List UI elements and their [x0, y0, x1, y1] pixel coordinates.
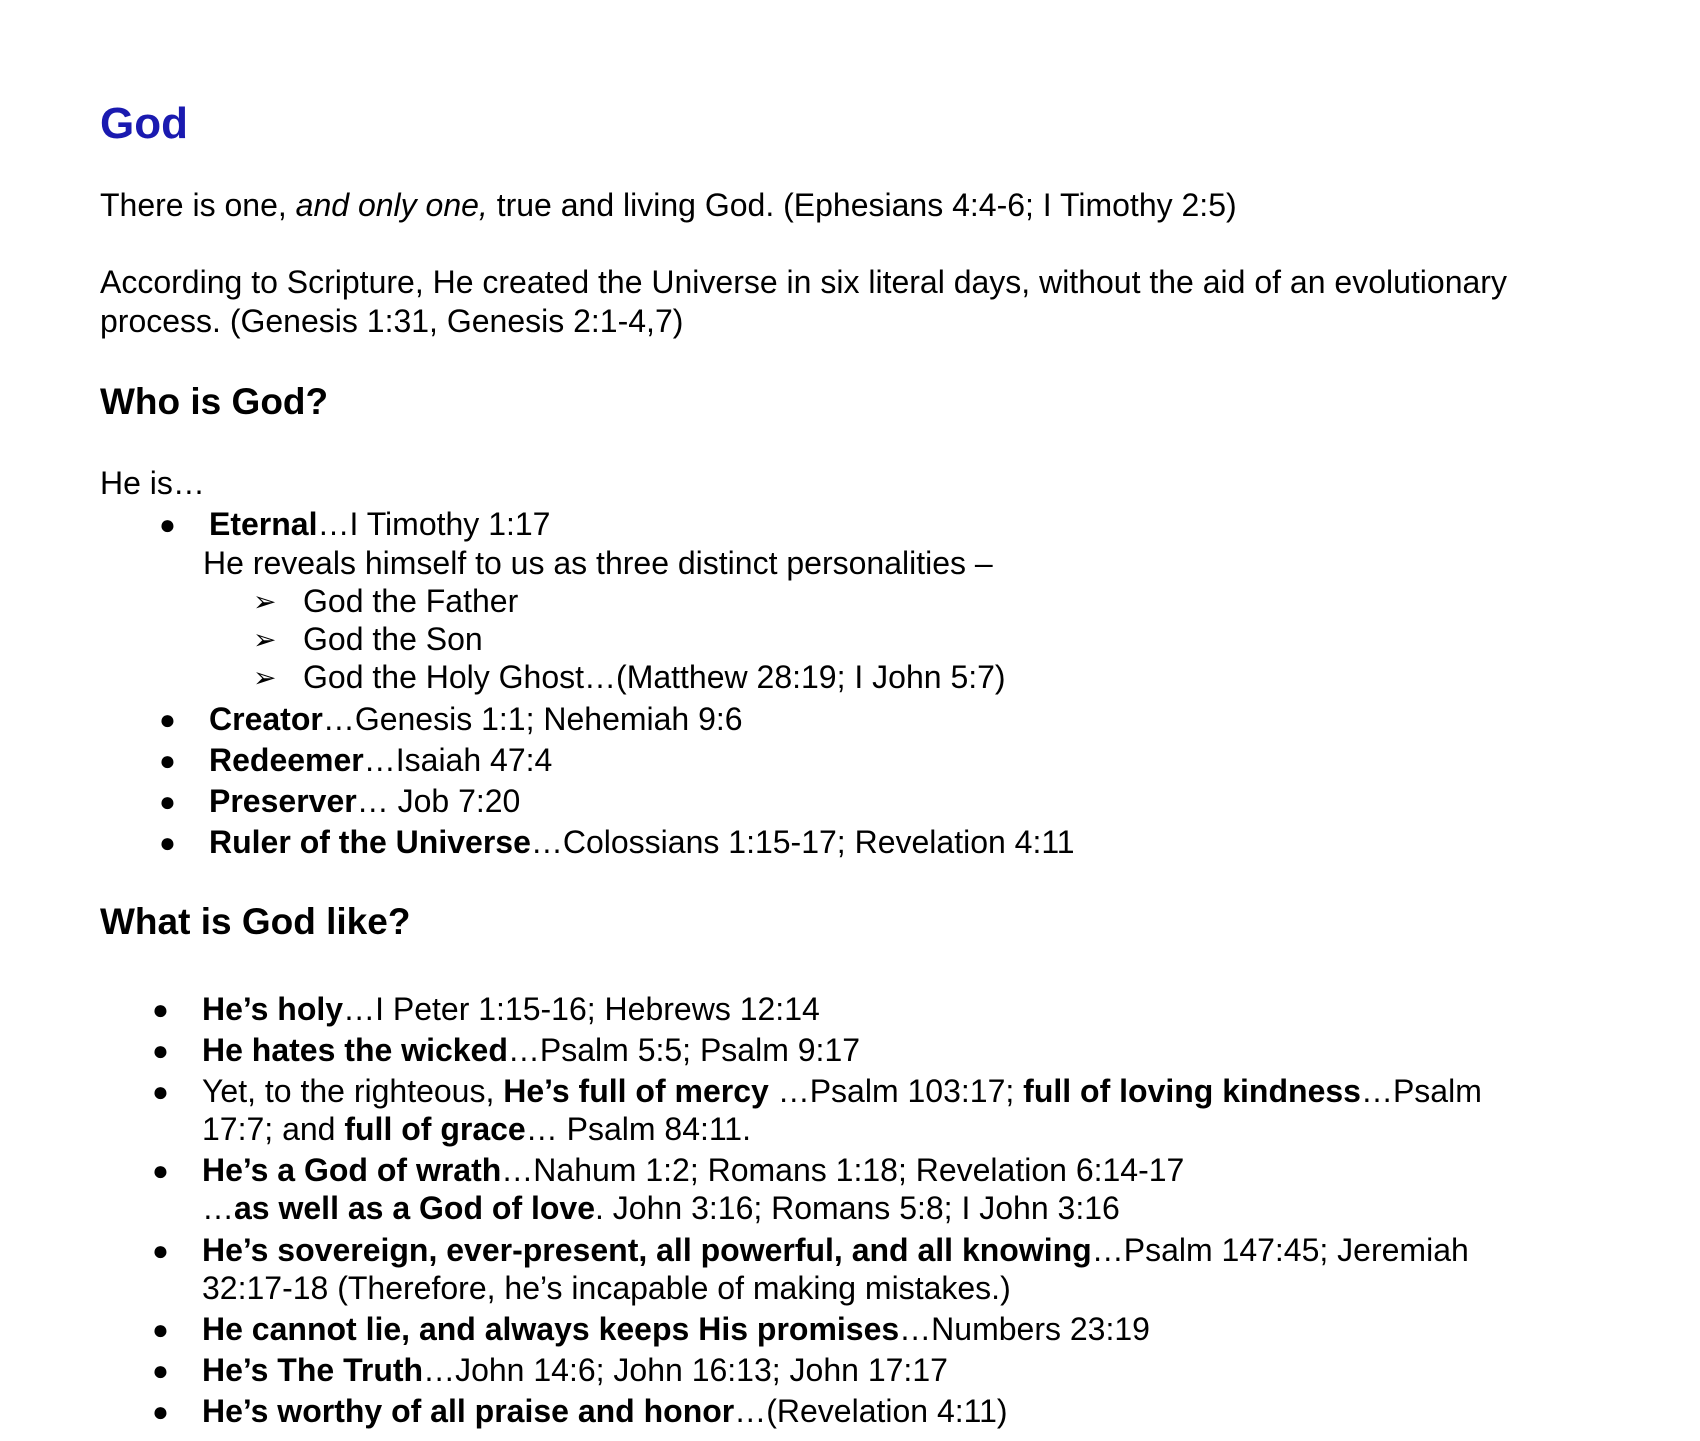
- text-span: Yet, to the righteous,: [202, 1073, 504, 1109]
- list-item-worthy: [152, 1392, 1008, 1431]
- bold-term: He cannot lie, and always keeps His promises: [202, 1311, 900, 1347]
- list-item-mercy: [152, 1072, 1482, 1111]
- list-item-truth: [152, 1351, 948, 1390]
- bold-term: full of loving kindness: [1023, 1073, 1361, 1109]
- sub-item-text: God the Son: [303, 621, 483, 657]
- bullet-icon: ●: [159, 745, 176, 776]
- reference-text: …Psalm: [1360, 1073, 1482, 1109]
- bullet-icon: ●: [152, 994, 169, 1025]
- section-heading-like: What is God like?: [100, 901, 411, 942]
- list-item-ruler: [159, 823, 1075, 862]
- bold-term: Ruler of the Universe: [209, 824, 531, 860]
- list-item-creator: [159, 700, 743, 739]
- bold-term: He’s sovereign, ever-present, all powerful, and all knowing: [202, 1232, 1092, 1268]
- bullet-icon: ●: [152, 1076, 169, 1107]
- list-item-cannot-lie: [152, 1310, 1150, 1349]
- text-line: process. (Genesis 1:31, Genesis 2:1-4,7): [100, 303, 684, 339]
- list-item-holy: [152, 990, 820, 1029]
- reference-text: . John 3:16; Romans 5:8; I John 3:16: [595, 1190, 1120, 1226]
- list-item-sovereign: [152, 1231, 1469, 1270]
- reference-text: …Nahum 1:2; Romans 1:18; Revelation 6:14-17: [501, 1152, 1185, 1188]
- text-span: …: [202, 1190, 234, 1226]
- sub-item-son: [253, 620, 483, 659]
- list-item-preserver: [159, 782, 521, 821]
- list-item-sovereign-continued: 32:17-18 (Therefore, he’s incapable of making mistakes.): [202, 1270, 1011, 1306]
- bold-term: He’s full of mercy: [503, 1073, 769, 1109]
- list-item-eternal: [159, 505, 551, 544]
- bold-term: He hates the wicked: [202, 1032, 508, 1068]
- reference-text: … Psalm 84:11.: [525, 1111, 751, 1147]
- bold-term: He’s a God of wrath: [202, 1152, 502, 1188]
- list-item-hates-wicked: [152, 1031, 861, 1070]
- arrow-bullet-icon: ➢: [253, 586, 277, 617]
- reference-text: …I Timothy 1:17: [317, 506, 551, 542]
- bold-term: He’s worthy of all praise and honor: [202, 1393, 735, 1429]
- list-item-wrath: [152, 1151, 1185, 1190]
- bullet-icon: ●: [152, 1314, 169, 1345]
- emphasis-text: and only one,: [295, 187, 488, 223]
- page-title: God: [100, 99, 188, 148]
- list-item-love-continued: [202, 1189, 1120, 1228]
- who-lead-text: He is…: [100, 465, 205, 501]
- sub-item-text: God the Father: [303, 583, 519, 619]
- list-item-redeemer: [159, 741, 553, 780]
- bold-term: Eternal: [209, 506, 318, 542]
- bold-term: Preserver: [209, 783, 357, 819]
- bold-term: Creator: [209, 701, 323, 737]
- reference-text: …Colossians 1:15-17; Revelation 4:11: [530, 824, 1075, 860]
- bullet-icon: ●: [159, 786, 176, 817]
- bullet-icon: ●: [152, 1155, 169, 1186]
- bold-term: full of grace: [344, 1111, 526, 1147]
- bullet-icon: ●: [152, 1355, 169, 1386]
- sub-item-text: God the Holy Ghost…(Matthew 28:19; I John 5:7): [303, 659, 1006, 695]
- reference-text: …John 14:6; John 16:13; John 17:17: [423, 1352, 948, 1388]
- sub-item-holy-ghost: [253, 658, 1006, 697]
- intro-paragraph-1: [100, 186, 1610, 225]
- reveals-text: He reveals himself to us as three distinct personalities –: [203, 545, 993, 581]
- reference-text: …Psalm 147:45; Jeremiah: [1091, 1232, 1469, 1268]
- reference-text: …(Revelation 4:11): [734, 1393, 1008, 1429]
- bullet-icon: ●: [152, 1035, 169, 1066]
- arrow-bullet-icon: ➢: [253, 662, 277, 693]
- bold-term: He’s holy: [202, 991, 344, 1027]
- bold-term: He’s The Truth: [202, 1352, 424, 1388]
- bullet-icon: ●: [159, 704, 176, 735]
- list-item-mercy-continued: [202, 1110, 751, 1149]
- reference-text: …Psalm 103:17;: [768, 1073, 1024, 1109]
- reference-text: …I Peter 1:15-16; Hebrews 12:14: [343, 991, 820, 1027]
- text-span: There is one,: [100, 187, 296, 223]
- bullet-icon: ●: [159, 509, 176, 540]
- bold-term: as well as a God of love: [234, 1190, 596, 1226]
- reference-text: … Job 7:20: [356, 783, 521, 819]
- bullet-icon: ●: [152, 1396, 169, 1427]
- text-span: true and living God. (Ephesians 4:4-6; I Timothy 2:5): [487, 187, 1237, 223]
- bullet-icon: ●: [152, 1235, 169, 1266]
- reference-text: …Isaiah 47:4: [363, 742, 553, 778]
- reference-text: …Genesis 1:1; Nehemiah 9:6: [322, 701, 743, 737]
- bullet-icon: ●: [159, 827, 176, 858]
- arrow-bullet-icon: ➢: [253, 624, 277, 655]
- text-line: According to Scripture, He created the Universe in six literal days, without the aid of an evolutionary: [100, 264, 1507, 300]
- sub-item-father: [253, 582, 519, 621]
- reference-text: …Numbers 23:19: [899, 1311, 1150, 1347]
- bold-term: Redeemer: [209, 742, 364, 778]
- section-heading-who: Who is God?: [100, 381, 329, 422]
- intro-paragraph-2: [100, 263, 1610, 341]
- reference-text: …Psalm 5:5; Psalm 9:17: [507, 1032, 861, 1068]
- text-span: 17:7; and: [202, 1111, 345, 1147]
